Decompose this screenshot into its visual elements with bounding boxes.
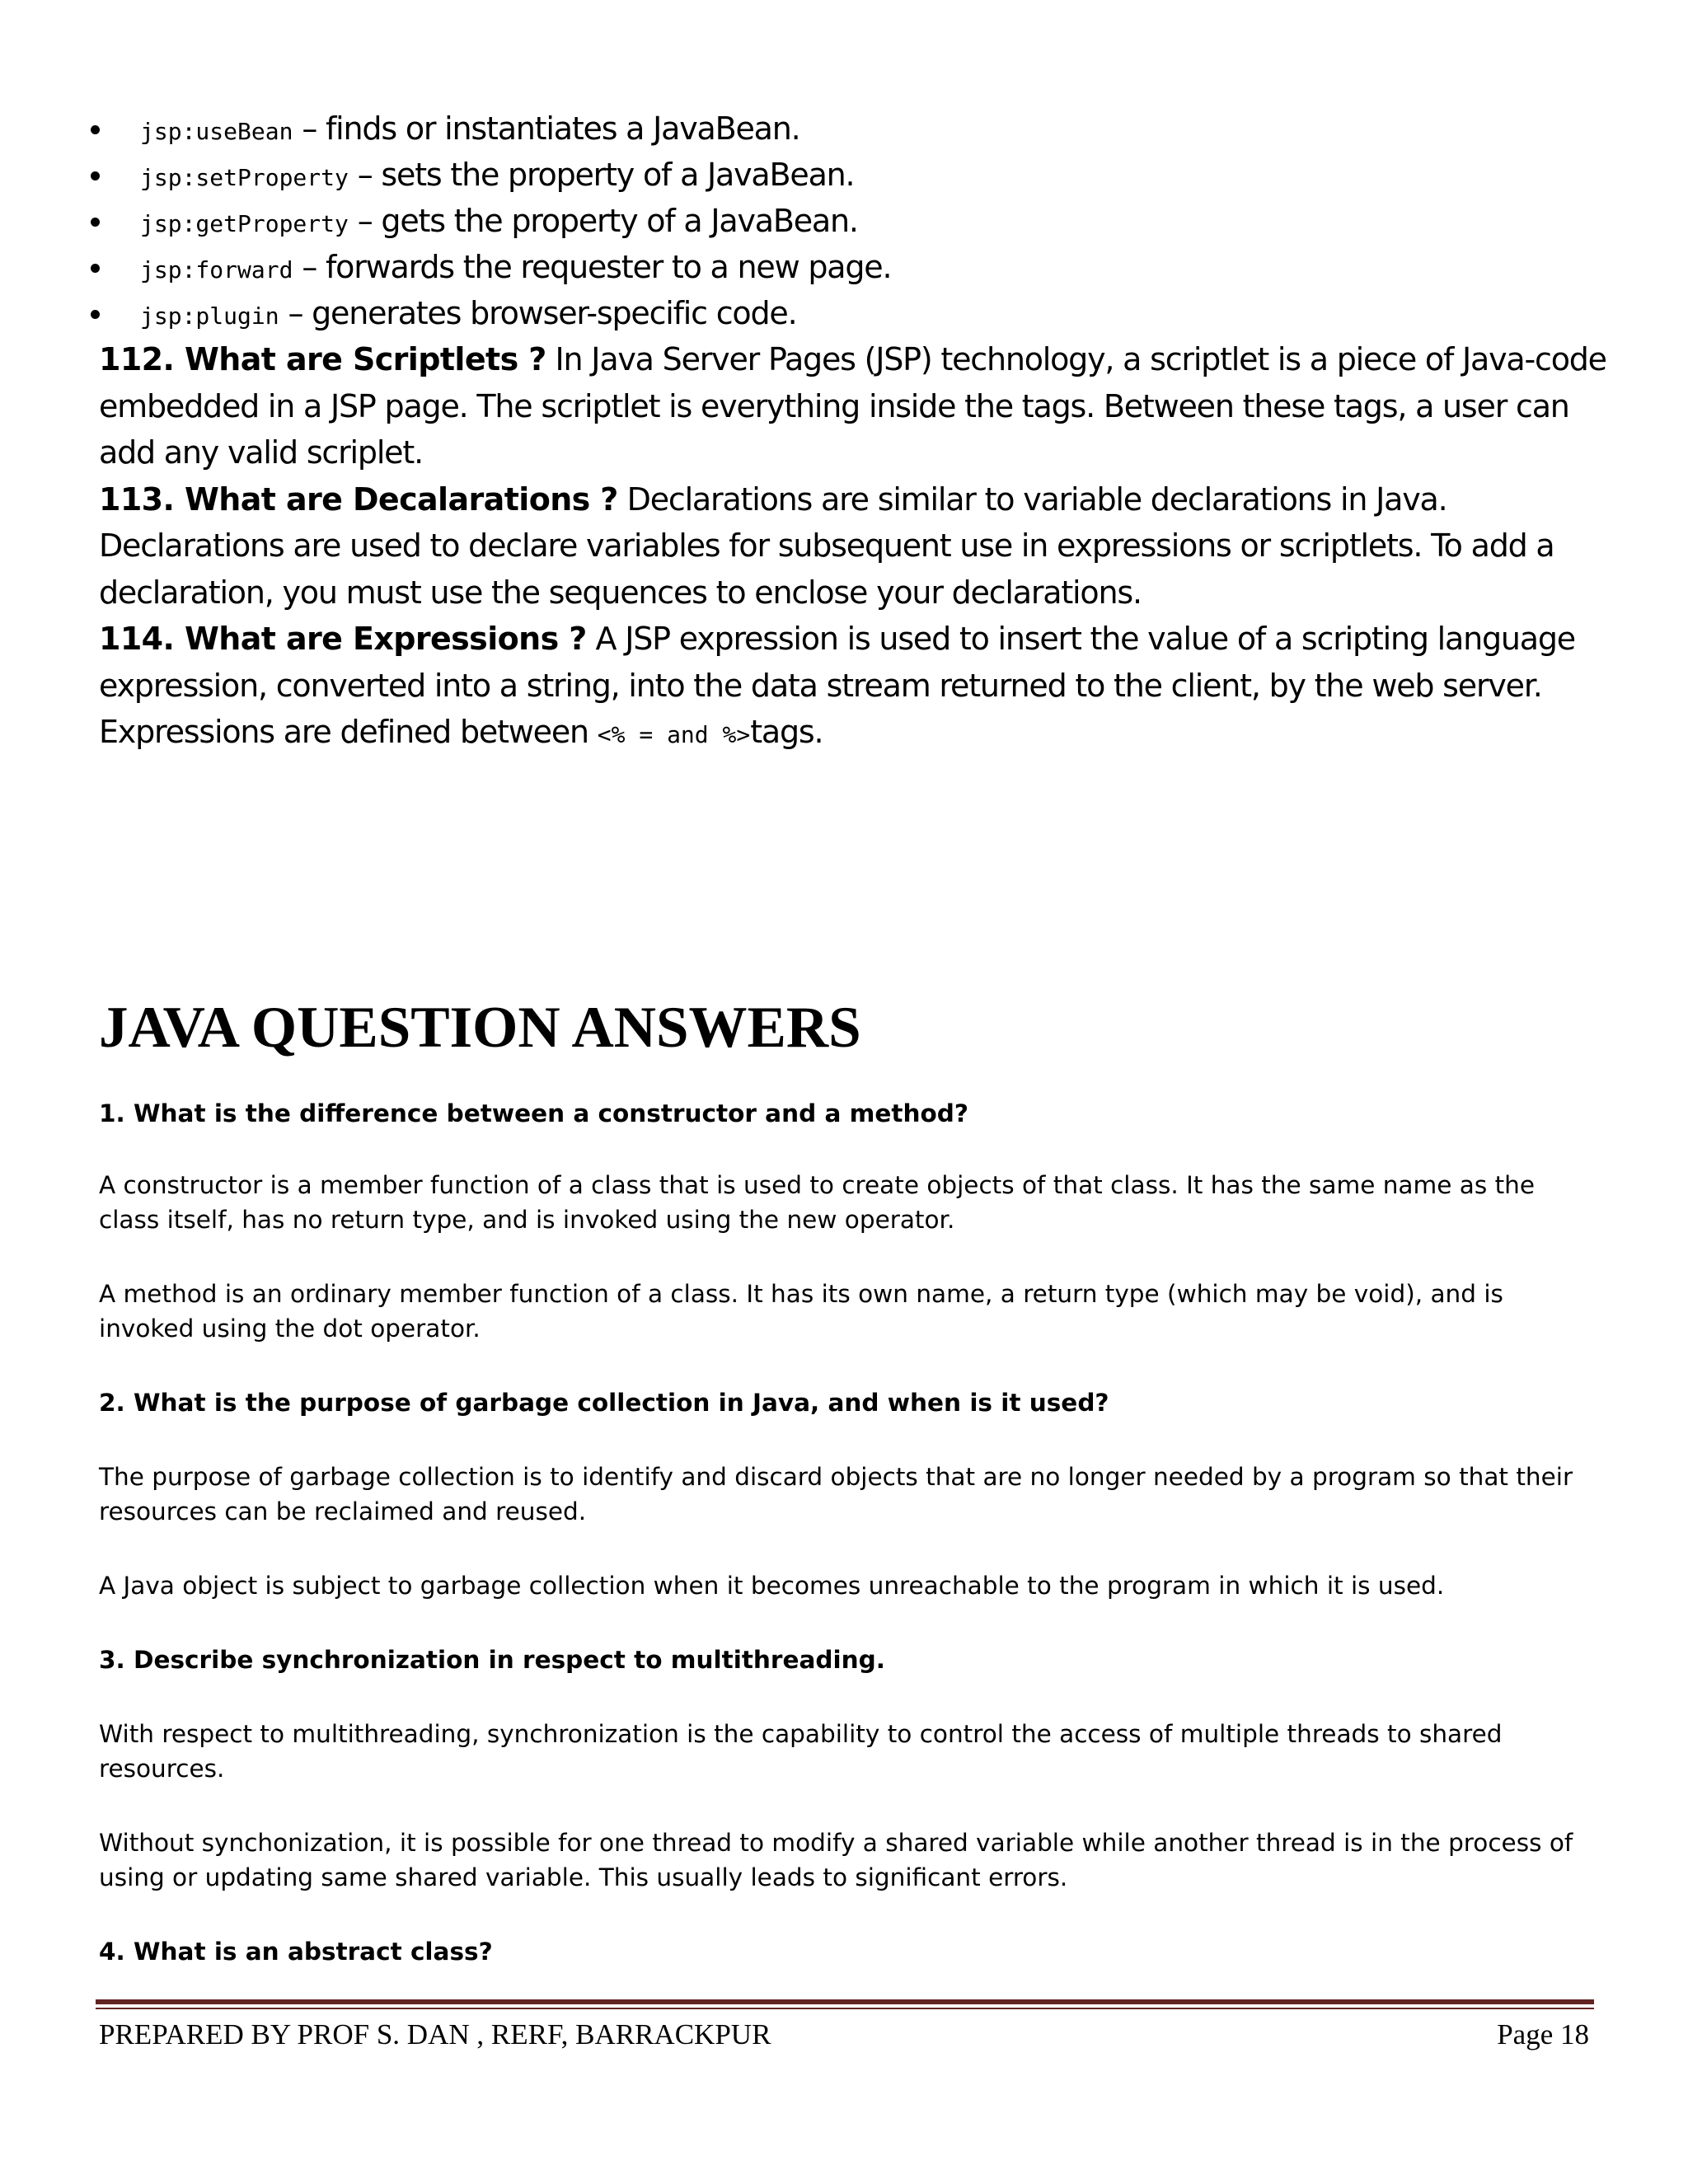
- inline-code: <% = and %>: [597, 721, 751, 748]
- bullet-icon: [91, 171, 100, 180]
- list-item: [89, 198, 1597, 244]
- action-tag: jsp:setProperty: [140, 164, 349, 191]
- answer-paragraph: The purpose of garbage collection is to identify and discard objects that are no longer needed by a program so that their resources can be reclaimed and reused.: [99, 1463, 1573, 1526]
- section-heading: JAVA QUESTION ANSWERS: [99, 996, 861, 1060]
- answer-tail: tags.: [750, 714, 823, 750]
- question-paragraph: [99, 476, 1607, 616]
- list-item: [89, 290, 1597, 336]
- footer-rule: [96, 1999, 1594, 2004]
- jsp-actions-list: [89, 105, 1597, 336]
- question-paragraph: [99, 336, 1607, 476]
- list-item: [89, 152, 1597, 198]
- question-title: 114. What are Expressions ?: [99, 621, 587, 657]
- action-description: – finds or instantiates a JavaBean.: [293, 110, 800, 147]
- action-description: – forwards the requester to a new page.: [293, 249, 892, 285]
- answer-paragraph: Without synchonization, it is possible for one thread to modify a shared variable while another thread is in the process of using or updating same shared variable. This usually leads to significant errors.: [99, 1829, 1573, 1891]
- answer-text: Declarations are similar to variable declarations in Java. Declarations are used to declare variables for subsequent use in expressions or scriptlets. To add a declaration, you must use the sequences to enclose your declarations.: [99, 480, 1554, 611]
- footer-rule-thin: [96, 2008, 1594, 2009]
- bullet-icon: [91, 264, 100, 273]
- answer-paragraph: A constructor is a member function of a class that is used to create objects of that class. It has the same name as the class itself, has no return type, and is invoked using the new operator.: [99, 1171, 1536, 1234]
- question-title: 113. What are Decalarations ?: [99, 480, 618, 518]
- answer-paragraph: With respect to multithreading, synchronization is the capability to control the access of multiple threads to shared resources.: [99, 1720, 1503, 1783]
- list-item: [89, 105, 1597, 152]
- bullet-icon: [91, 125, 100, 134]
- page-number: Page 18: [1497, 2018, 1589, 2050]
- action-description: – generates browser-specific code.: [279, 295, 797, 331]
- question-title: 2. What is the purpose of garbage collection in Java, and when is it used?: [99, 1389, 1109, 1417]
- question-title: 1. What is the difference between a constructor and a method?: [99, 1099, 968, 1127]
- jsp-questions: [99, 336, 1607, 759]
- action-tag: jsp:useBean: [140, 118, 293, 145]
- answer-text: A JSP expression is used to insert the value of a scripting language expression, converted into a string, into the data stream returned to the client, by the web server. Expressions are defined between: [99, 621, 1575, 750]
- action-tag: jsp:getProperty: [140, 210, 349, 237]
- bullet-icon: [91, 310, 100, 319]
- action-description: – gets the property of a JavaBean.: [348, 203, 858, 239]
- footer-author: PREPARED BY PROF S. DAN , RERF, BARRACKPUR: [99, 2018, 771, 2050]
- action-tag: jsp:plugin: [140, 302, 279, 330]
- question-title: 4. What is an abstract class?: [99, 1938, 493, 1966]
- question-paragraph: [99, 616, 1607, 759]
- action-description: – sets the property of a JavaBean.: [348, 157, 855, 193]
- question-title: 3. Describe synchronization in respect to multithreading.: [99, 1646, 885, 1674]
- answer-text: In Java Server Pages (JSP) technology, a scriptlet is a piece of Java-code embedded in a JSP page. The scriptlet is everything inside the tags. Between these tags, a user can add any valid scriplet.: [99, 341, 1606, 471]
- bullet-icon: [91, 218, 100, 227]
- list-item: [89, 244, 1597, 290]
- question-title: 112. What are Scriptlets ?: [99, 341, 546, 377]
- java-questions: [99, 1096, 1599, 1969]
- answer-paragraph: A method is an ordinary member function of a class. It has its own name, a return type (which may be void), and is invoked using the dot operator.: [99, 1280, 1503, 1343]
- action-tag: jsp:forward: [140, 256, 293, 284]
- answer-paragraph: A Java object is subject to garbage collection when it becomes unreachable to the program in which it is used.: [99, 1572, 1445, 1600]
